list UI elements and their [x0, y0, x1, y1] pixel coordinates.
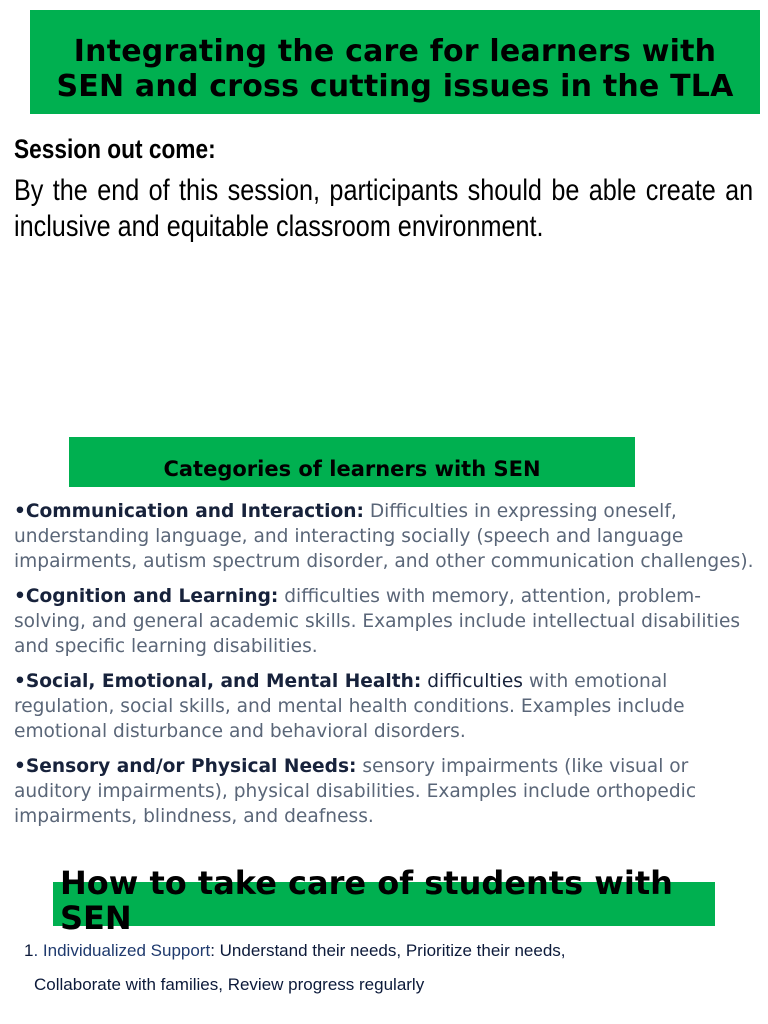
category-social-emotional [14, 669, 759, 744]
list-number: 1 [24, 941, 34, 960]
care-item-term: . Individualized Support [33, 941, 211, 960]
category-term: Cognition and Learning: [25, 586, 279, 607]
categories-banner [69, 437, 635, 487]
category-lead: difficulties [421, 671, 523, 692]
page-title [56, 20, 733, 104]
bullet: • [14, 586, 26, 607]
bullet: • [14, 756, 26, 777]
category-term: Communication and Interaction: [25, 501, 364, 522]
bullet: • [14, 671, 26, 692]
category-communication [14, 499, 759, 574]
page-title-line-2: SEN and cross cutting issues in the TLA [56, 69, 734, 104]
category-term: Sensory and/or Physical Needs: [25, 756, 357, 777]
title-banner [30, 10, 760, 114]
category-description: sensory impairments (like visual or auditory impairments), physical disabilities. Examples include orthopedic impairments, blindness, and deafness. [14, 756, 697, 827]
category-description: Difficulties in expressing oneself, understanding language, and interacting socially (speech and language impairments, autism spectrum disorder, and other communication challenges). [14, 501, 754, 572]
care-item-text-line-1: : Understand their needs, Prioritize their needs, [210, 941, 566, 960]
category-sensory-physical [14, 754, 759, 829]
care-item-individualized-support [24, 934, 744, 1002]
category-description: difficulties with memory, attention, problem-solving, and general academic skills. Examples include intellectual disabilities and specific learning disabilities. [14, 586, 741, 657]
category-cognition [14, 584, 759, 659]
session-outcome-text: By the end of this session, participants should be able create an inclusive and equitable classroom environment. [14, 174, 754, 243]
category-description: with emotional regulation, social skills, and mental health conditions. Examples include emotional disturbance and behavioral disorders. [14, 671, 685, 742]
categories-list [14, 499, 759, 839]
care-heading: How to take care of students with SEN [60, 864, 673, 937]
care-item-text-line-2: Collaborate with families, Review progress regularly [34, 975, 425, 994]
category-term: Social, Emotional, and Mental Health: [25, 671, 422, 692]
page-title-line-1: Integrating the care for learners with [73, 34, 717, 69]
categories-heading: Categories of learners with SEN [163, 457, 541, 481]
session-outcome-heading: Session out come: [14, 134, 216, 164]
bullet: • [14, 501, 26, 522]
